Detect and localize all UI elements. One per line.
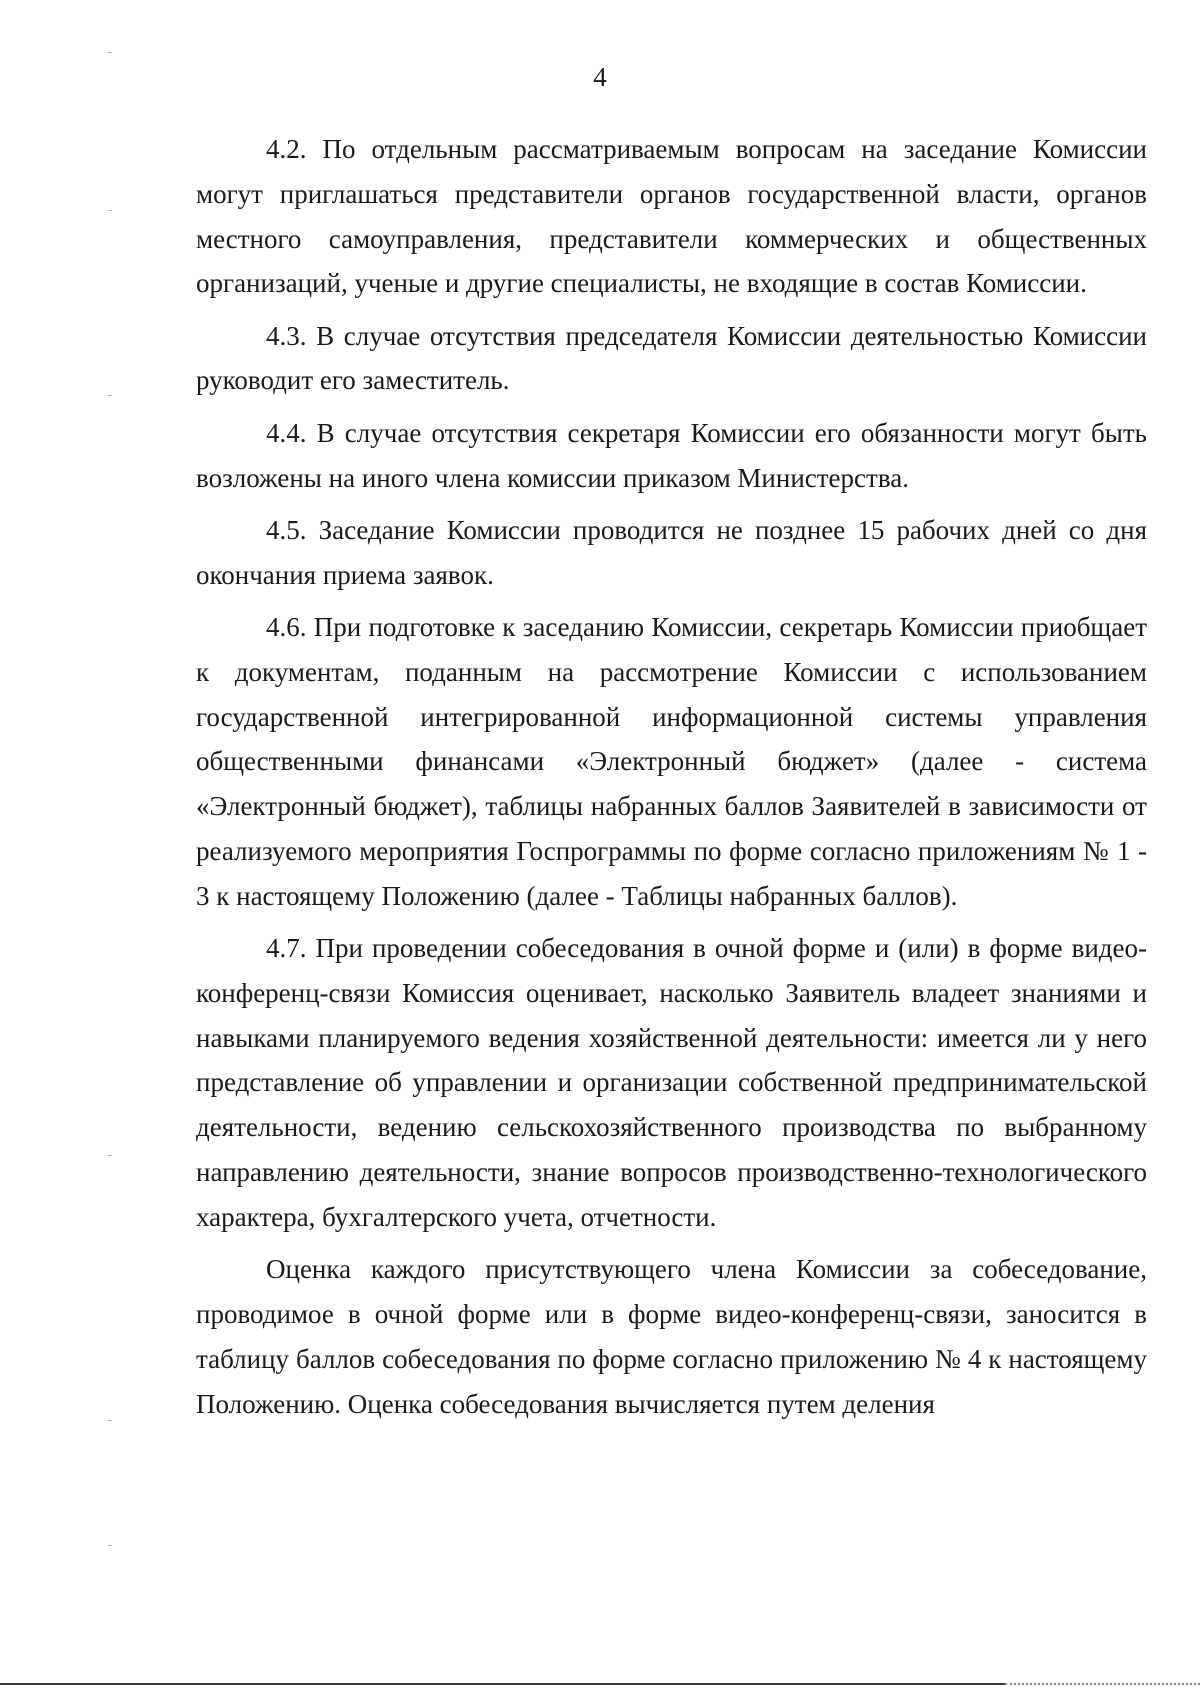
page-bottom-edge <box>0 1683 1005 1685</box>
paragraph-interview-score: Оценка каждого присутствующего члена Комиссии за собеседование, проводимое в очной форме или в форме видео-конференц-связи, заносится в таблицу баллов собеседования по форме согласно приложению № 4 к настоящему Положению. Оценка собеседования вычисляется путем деления <box>196 1254 1147 1419</box>
scan-margin-mark <box>108 210 112 211</box>
scan-margin-mark <box>108 395 112 396</box>
page-number: 4 <box>593 62 607 92</box>
scan-margin-mark <box>108 1420 112 1421</box>
scan-margin-mark <box>108 52 112 53</box>
scan-margin-mark <box>108 1545 112 1546</box>
paragraph-4-3: 4.3. В случае отсутствия председателя Комиссии деятельностью Комиссии руководит его заместитель. <box>196 320 1147 396</box>
paragraph-4-6: 4.6. При подготовке к заседанию Комиссии, секретарь Комиссии приобщает к документам, поданным на рассмотрение Комиссии с использованием государственной интегрированной информационной системы управления общественными финансами «Электронный бюджет» (далее - система «Электронный бюджет), таблицы набранных баллов Заявителей в зависимости от реализуемого мероприятия Госпрограммы по форме согласно приложениям № 1 - 3 к настоящему Положению (далее - Таблицы набранных баллов). <box>196 611 1147 911</box>
paragraph-4-4: 4.4. В случае отсутствия секретаря Комиссии его обязанности могут быть возложены на иного члена комиссии приказом Министерства. <box>196 417 1147 493</box>
paragraph-4-5: 4.5. Заседание Комиссии проводится не позднее 15 рабочих дней со дня окончания приема заявок. <box>196 514 1147 590</box>
page-bottom-edge-dotted <box>1005 1683 1200 1685</box>
paragraph-4-7: 4.7. При проведении собеседования в очной форме и (или) в форме видео-конференц-связи Комиссия оценивает, насколько Заявитель владеет знаниями и навыками планируемого ведения хозяйственной деятельности: имеется ли у него представление об управлении и организации собственной предпринимательской деятельности, ведению сельскохозяйственного производства по выбранному направлению деятельности, знание вопросов производственно-технологического характера, бухгалтерского учета, отчетности. <box>196 933 1147 1232</box>
document-body <box>196 127 1147 1426</box>
paragraph-4-2: 4.2. По отдельным рассматриваемым вопросам на заседание Комиссии могут приглашаться представители органов государственной власти, органов местного самоуправления, представители коммерческих и общественных организаций, ученые и другие специалисты, не входящие в состав Комиссии. <box>196 134 1147 299</box>
scan-margin-mark <box>108 1155 112 1156</box>
